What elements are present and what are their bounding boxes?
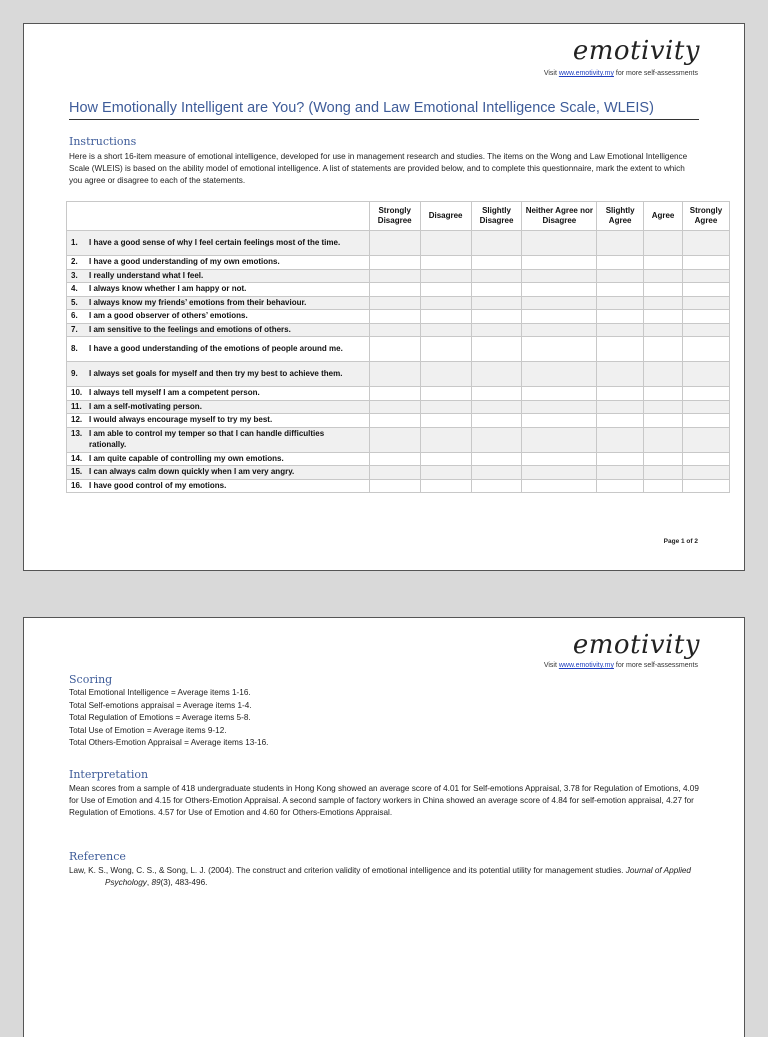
response-cell-slightly-disagree[interactable] [471, 400, 522, 414]
item-number: 12. [71, 415, 83, 424]
emotivity-link[interactable]: www.emotivity.my [558, 662, 614, 669]
response-cell-strongly-agree[interactable] [683, 323, 730, 337]
response-cell-disagree[interactable] [420, 466, 471, 480]
emotivity-logo: emotivity [572, 36, 700, 66]
item-text: I would always encourage myself to try my best. [89, 415, 273, 424]
response-cell-agree[interactable] [644, 269, 683, 283]
response-cell-disagree[interactable] [420, 427, 471, 452]
response-cell-slightly-agree[interactable] [597, 414, 644, 428]
response-cell-neither[interactable] [522, 414, 597, 428]
page-1 [23, 23, 745, 571]
instructions-heading: Instructions [69, 135, 137, 148]
response-cell-agree[interactable] [644, 256, 683, 270]
item-number: 2. [71, 257, 78, 266]
response-cell-agree[interactable] [644, 362, 683, 387]
response-cell-strongly-agree[interactable] [683, 231, 730, 256]
response-cell-strongly-disagree[interactable] [369, 323, 420, 337]
item-text: I am a good observer of others’ emotions. [89, 311, 248, 320]
response-cell-slightly-agree[interactable] [597, 231, 644, 256]
response-cell-agree[interactable] [644, 414, 683, 428]
item-text: I have a good understanding of my own emotions. [89, 257, 280, 266]
response-cell-agree[interactable] [644, 427, 683, 452]
table-row [67, 269, 730, 283]
response-cell-slightly-agree[interactable] [597, 400, 644, 414]
table-row [67, 231, 730, 256]
response-cell-neither[interactable] [522, 283, 597, 297]
response-cell-agree[interactable] [644, 337, 683, 362]
response-cell-neither[interactable] [522, 310, 597, 324]
scoring-line: Total Others-Emotion Appraisal = Average items 13-16. [69, 738, 269, 747]
scoring-list [69, 687, 699, 750]
item-statement [67, 256, 370, 270]
table-row [67, 323, 730, 337]
item-text: I always tell myself I am a competent person. [89, 388, 260, 397]
scoring-line: Total Use of Emotion = Average items 9-12. [69, 725, 227, 735]
item-statement [67, 400, 370, 414]
table-row [67, 283, 730, 297]
table-row [67, 337, 730, 362]
response-cell-strongly-agree[interactable] [683, 414, 730, 428]
table-row [67, 400, 730, 414]
response-cell-neither[interactable] [522, 400, 597, 414]
response-cell-disagree[interactable] [420, 362, 471, 387]
response-cell-slightly-agree[interactable] [597, 362, 644, 387]
response-cell-neither[interactable] [522, 362, 597, 387]
response-cell-agree[interactable] [644, 296, 683, 310]
reference-journal: Journal of Applied Psychology [105, 866, 691, 887]
item-text: I have a good understanding of the emotions of people around me. [89, 343, 343, 353]
response-cell-strongly-disagree[interactable] [369, 362, 420, 387]
response-cell-disagree[interactable] [420, 296, 471, 310]
response-cell-strongly-disagree[interactable] [369, 231, 420, 256]
response-cell-agree[interactable] [644, 466, 683, 480]
response-cell-slightly-agree[interactable] [597, 337, 644, 362]
response-cell-slightly-disagree[interactable] [471, 269, 522, 283]
reference-heading: Reference [69, 850, 126, 863]
table-row [67, 296, 730, 310]
response-cell-slightly-agree[interactable] [597, 310, 644, 324]
response-cell-slightly-disagree[interactable] [471, 323, 522, 337]
visit-prefix: Visit [543, 70, 559, 77]
col-agree: Agree [644, 202, 683, 231]
response-cell-slightly-disagree[interactable] [471, 283, 522, 297]
response-cell-agree[interactable] [644, 387, 683, 401]
col-slightly-disagree: Slightly Disagree [471, 202, 522, 231]
response-cell-slightly-agree[interactable] [597, 387, 644, 401]
response-cell-slightly-agree[interactable] [597, 427, 644, 452]
response-cell-disagree[interactable] [420, 479, 471, 493]
response-cell-strongly-agree[interactable] [683, 283, 730, 297]
response-cell-slightly-disagree[interactable] [471, 337, 522, 362]
response-cell-slightly-disagree[interactable] [471, 256, 522, 270]
item-text: I have good control of my emotions. [89, 480, 227, 490]
response-cell-strongly-disagree[interactable] [369, 452, 420, 466]
visit-note [544, 70, 698, 77]
table-row [67, 452, 730, 466]
item-text: I always set goals for myself and then try my best to achieve them. [89, 368, 343, 378]
response-cell-slightly-disagree[interactable] [471, 231, 522, 256]
item-statement [67, 479, 370, 493]
response-cell-neither[interactable] [522, 337, 597, 362]
response-cell-disagree[interactable] [420, 256, 471, 270]
table-row [67, 362, 730, 387]
response-cell-disagree[interactable] [420, 452, 471, 466]
response-cell-strongly-disagree[interactable] [369, 400, 420, 414]
item-number: 10. [71, 388, 83, 397]
response-cell-slightly-agree[interactable] [597, 269, 644, 283]
response-cell-slightly-agree[interactable] [597, 256, 644, 270]
response-cell-slightly-disagree[interactable] [471, 466, 522, 480]
page-number: Page 1 of 2 [663, 538, 698, 545]
item-number: 3. [71, 270, 78, 280]
response-cell-slightly-agree[interactable] [597, 296, 644, 310]
reference-volume: 89 [151, 877, 161, 887]
response-cell-strongly-disagree[interactable] [369, 337, 420, 362]
interpretation-text: Mean scores from a sample of 418 undergraduate students in Hong Kong showed an average score of 4.01 for Self-emotions Appraisal, 3.78 for Regulation of Emotions, 4.09 for Use of Emotion and 4.15 for Others-Emotion Appraisal. A second sample of factory workers in China showed an average score of 4.84 for self-emotion appraisal, 4.27 for Regulation of Emotions. 4.57 for Use of Emotion and 4.60 for Others-Emotions Appraisal. [69, 784, 699, 817]
questionnaire-table [66, 201, 730, 493]
page-title: How Emotionally Intelligent are You? (Wong and Law Emotional Intelligence Scale, WLEIS) [69, 100, 699, 120]
response-cell-slightly-disagree[interactable] [471, 479, 522, 493]
item-number: 9. [71, 368, 78, 378]
table-row [67, 466, 730, 480]
response-cell-strongly-agree[interactable] [683, 427, 730, 452]
response-cell-slightly-agree[interactable] [597, 479, 644, 493]
item-statement [67, 296, 370, 310]
response-cell-neither[interactable] [522, 427, 597, 452]
col-slightly-agree: Slightly Agree [597, 202, 644, 231]
response-cell-agree[interactable] [644, 231, 683, 256]
response-cell-agree[interactable] [644, 310, 683, 324]
scoring-line: Total Regulation of Emotions = Average items 5-8. [69, 713, 251, 722]
visit-note [544, 662, 698, 669]
response-cell-agree[interactable] [644, 323, 683, 337]
table-row [67, 256, 730, 270]
item-statement [67, 387, 370, 401]
col-strongly-disagree: Strongly Disagree [369, 202, 420, 231]
instructions-text: Here is a short 16-item measure of emotional intelligence, developed for use in management research and studies. The items on the Wong and Law Emotional Intelligence Scale (WLEIS) is based on the ability model of emotional intelligence. A list of statements are provided below, and to complete this questionnaire, mark the extent to which you agree or disagree to each of the statements. [69, 152, 688, 185]
response-cell-agree[interactable] [644, 400, 683, 414]
reference-citation: Law, K. S., Wong, C. S., & Song, L. J. (2004). The construct and criterion validity of emotional intelligence and its potential utility for management studies. Journal of Applied Psychology, 89(3), 483-496. [69, 866, 691, 887]
response-cell-slightly-agree[interactable] [597, 323, 644, 337]
scoring-line: Total Self-emotions appraisal = Average items 1-4. [69, 700, 252, 710]
item-text: I am a self-motivating person. [89, 401, 202, 411]
item-statement [67, 337, 370, 362]
response-cell-strongly-agree[interactable] [683, 362, 730, 387]
response-cell-disagree[interactable] [420, 387, 471, 401]
response-cell-slightly-disagree[interactable] [471, 427, 522, 452]
reference-authors: Law, K. S., Wong, C. S., & Song, L. J. (2004). The construct and criterion validity of emotional intelligence and its potential utility for management studies. [69, 866, 626, 875]
item-text: I can always calm down quickly when I am very angry. [89, 467, 295, 476]
response-cell-slightly-disagree[interactable] [471, 310, 522, 324]
response-cell-disagree[interactable] [420, 414, 471, 428]
item-statement [67, 269, 370, 283]
response-cell-strongly-disagree[interactable] [369, 466, 420, 480]
response-cell-slightly-agree[interactable] [597, 283, 644, 297]
response-cell-disagree[interactable] [420, 310, 471, 324]
scoring-line: Total Emotional Intelligence = Average items 1-16. [69, 688, 251, 697]
item-number: 6. [71, 311, 78, 320]
item-number: 1. [71, 237, 78, 247]
item-text: I have a good sense of why I feel certain feelings most of the time. [89, 237, 341, 247]
response-cell-strongly-agree[interactable] [683, 466, 730, 480]
response-cell-strongly-agree[interactable] [683, 310, 730, 324]
visit-prefix: Visit [543, 662, 559, 669]
visit-suffix: for more self-assessments [613, 70, 698, 77]
item-number: 8. [71, 343, 78, 353]
item-number: 11. [71, 401, 82, 411]
item-number: 7. [71, 324, 78, 334]
response-cell-neither[interactable] [522, 466, 597, 480]
response-cell-disagree[interactable] [420, 337, 471, 362]
scoring-heading: Scoring [69, 673, 113, 686]
response-cell-strongly-disagree[interactable] [369, 283, 420, 297]
response-cell-slightly-disagree[interactable] [471, 387, 522, 401]
response-cell-agree[interactable] [644, 479, 683, 493]
item-statement [67, 310, 370, 324]
table-row [67, 414, 730, 428]
page-2 [23, 617, 745, 1037]
item-text: I am quite capable of controlling my own emotions. [89, 453, 284, 463]
response-cell-strongly-disagree[interactable] [369, 256, 420, 270]
col-strongly-agree: Strongly Agree [683, 202, 730, 231]
item-number: 16. [71, 480, 83, 490]
response-cell-disagree[interactable] [420, 231, 471, 256]
response-cell-strongly-disagree[interactable] [369, 387, 420, 401]
emotivity-logo: emotivity [572, 630, 700, 660]
response-cell-disagree[interactable] [420, 400, 471, 414]
response-cell-neither[interactable] [522, 452, 597, 466]
response-cell-slightly-disagree[interactable] [471, 296, 522, 310]
response-cell-strongly-agree[interactable] [683, 337, 730, 362]
response-cell-disagree[interactable] [420, 323, 471, 337]
table-row [67, 310, 730, 324]
item-statement [67, 283, 370, 297]
item-number: 5. [71, 297, 78, 307]
response-cell-slightly-disagree[interactable] [471, 362, 522, 387]
response-cell-strongly-disagree[interactable] [369, 427, 420, 452]
item-number: 14. [71, 453, 83, 463]
item-number: 4. [71, 284, 78, 293]
response-cell-strongly-agree[interactable] [683, 387, 730, 401]
item-column-header [67, 202, 370, 231]
item-text: I always know whether I am happy or not. [89, 284, 247, 293]
interpretation-heading: Interpretation [69, 768, 149, 781]
response-cell-strongly-agree[interactable] [683, 452, 730, 466]
response-cell-strongly-disagree[interactable] [369, 310, 420, 324]
item-text: I am sensitive to the feelings and emotions of others. [89, 324, 291, 334]
response-cell-slightly-agree[interactable] [597, 466, 644, 480]
response-cell-agree[interactable] [644, 452, 683, 466]
table-row [67, 479, 730, 493]
response-cell-neither[interactable] [522, 387, 597, 401]
table-row [67, 427, 730, 452]
response-cell-slightly-agree[interactable] [597, 452, 644, 466]
response-cell-strongly-disagree[interactable] [369, 479, 420, 493]
emotivity-link[interactable]: www.emotivity.my [558, 70, 614, 77]
item-statement [67, 466, 370, 480]
response-cell-slightly-disagree[interactable] [471, 452, 522, 466]
response-cell-slightly-disagree[interactable] [471, 414, 522, 428]
response-cell-disagree[interactable] [420, 269, 471, 283]
item-statement [67, 427, 370, 452]
response-cell-neither[interactable] [522, 231, 597, 256]
item-text: I am able to control my temper so that I can handle difficulties rationally. [89, 429, 325, 449]
response-cell-strongly-disagree[interactable] [369, 269, 420, 283]
item-statement [67, 362, 370, 387]
response-cell-neither[interactable] [522, 296, 597, 310]
response-cell-strongly-agree[interactable] [683, 479, 730, 493]
response-cell-neither[interactable] [522, 256, 597, 270]
col-disagree: Disagree [420, 202, 471, 231]
table-row [67, 387, 730, 401]
item-number: 15. [71, 467, 83, 476]
response-cell-strongly-agree[interactable] [683, 296, 730, 310]
item-statement [67, 323, 370, 337]
response-cell-neither[interactable] [522, 269, 597, 283]
visit-suffix: for more self-assessments [613, 662, 698, 669]
response-cell-strongly-agree[interactable] [683, 400, 730, 414]
col-neither: Neither Agree nor Disagree [522, 202, 597, 231]
response-cell-strongly-disagree[interactable] [369, 296, 420, 310]
reference-rest: (3), 483-496. [160, 877, 208, 887]
response-cell-agree[interactable] [644, 283, 683, 297]
item-text: I really understand what I feel. [89, 270, 204, 280]
response-cell-neither[interactable] [522, 323, 597, 337]
item-text: I always know my friends’ emotions from their behaviour. [89, 297, 307, 307]
item-number: 13. [71, 429, 83, 438]
item-statement [67, 414, 370, 428]
response-cell-neither[interactable] [522, 479, 597, 493]
item-statement [67, 231, 370, 256]
response-cell-strongly-agree[interactable] [683, 256, 730, 270]
response-cell-strongly-agree[interactable] [683, 269, 730, 283]
table-header-row [67, 202, 730, 231]
response-cell-strongly-disagree[interactable] [369, 414, 420, 428]
response-cell-disagree[interactable] [420, 283, 471, 297]
item-statement [67, 452, 370, 466]
